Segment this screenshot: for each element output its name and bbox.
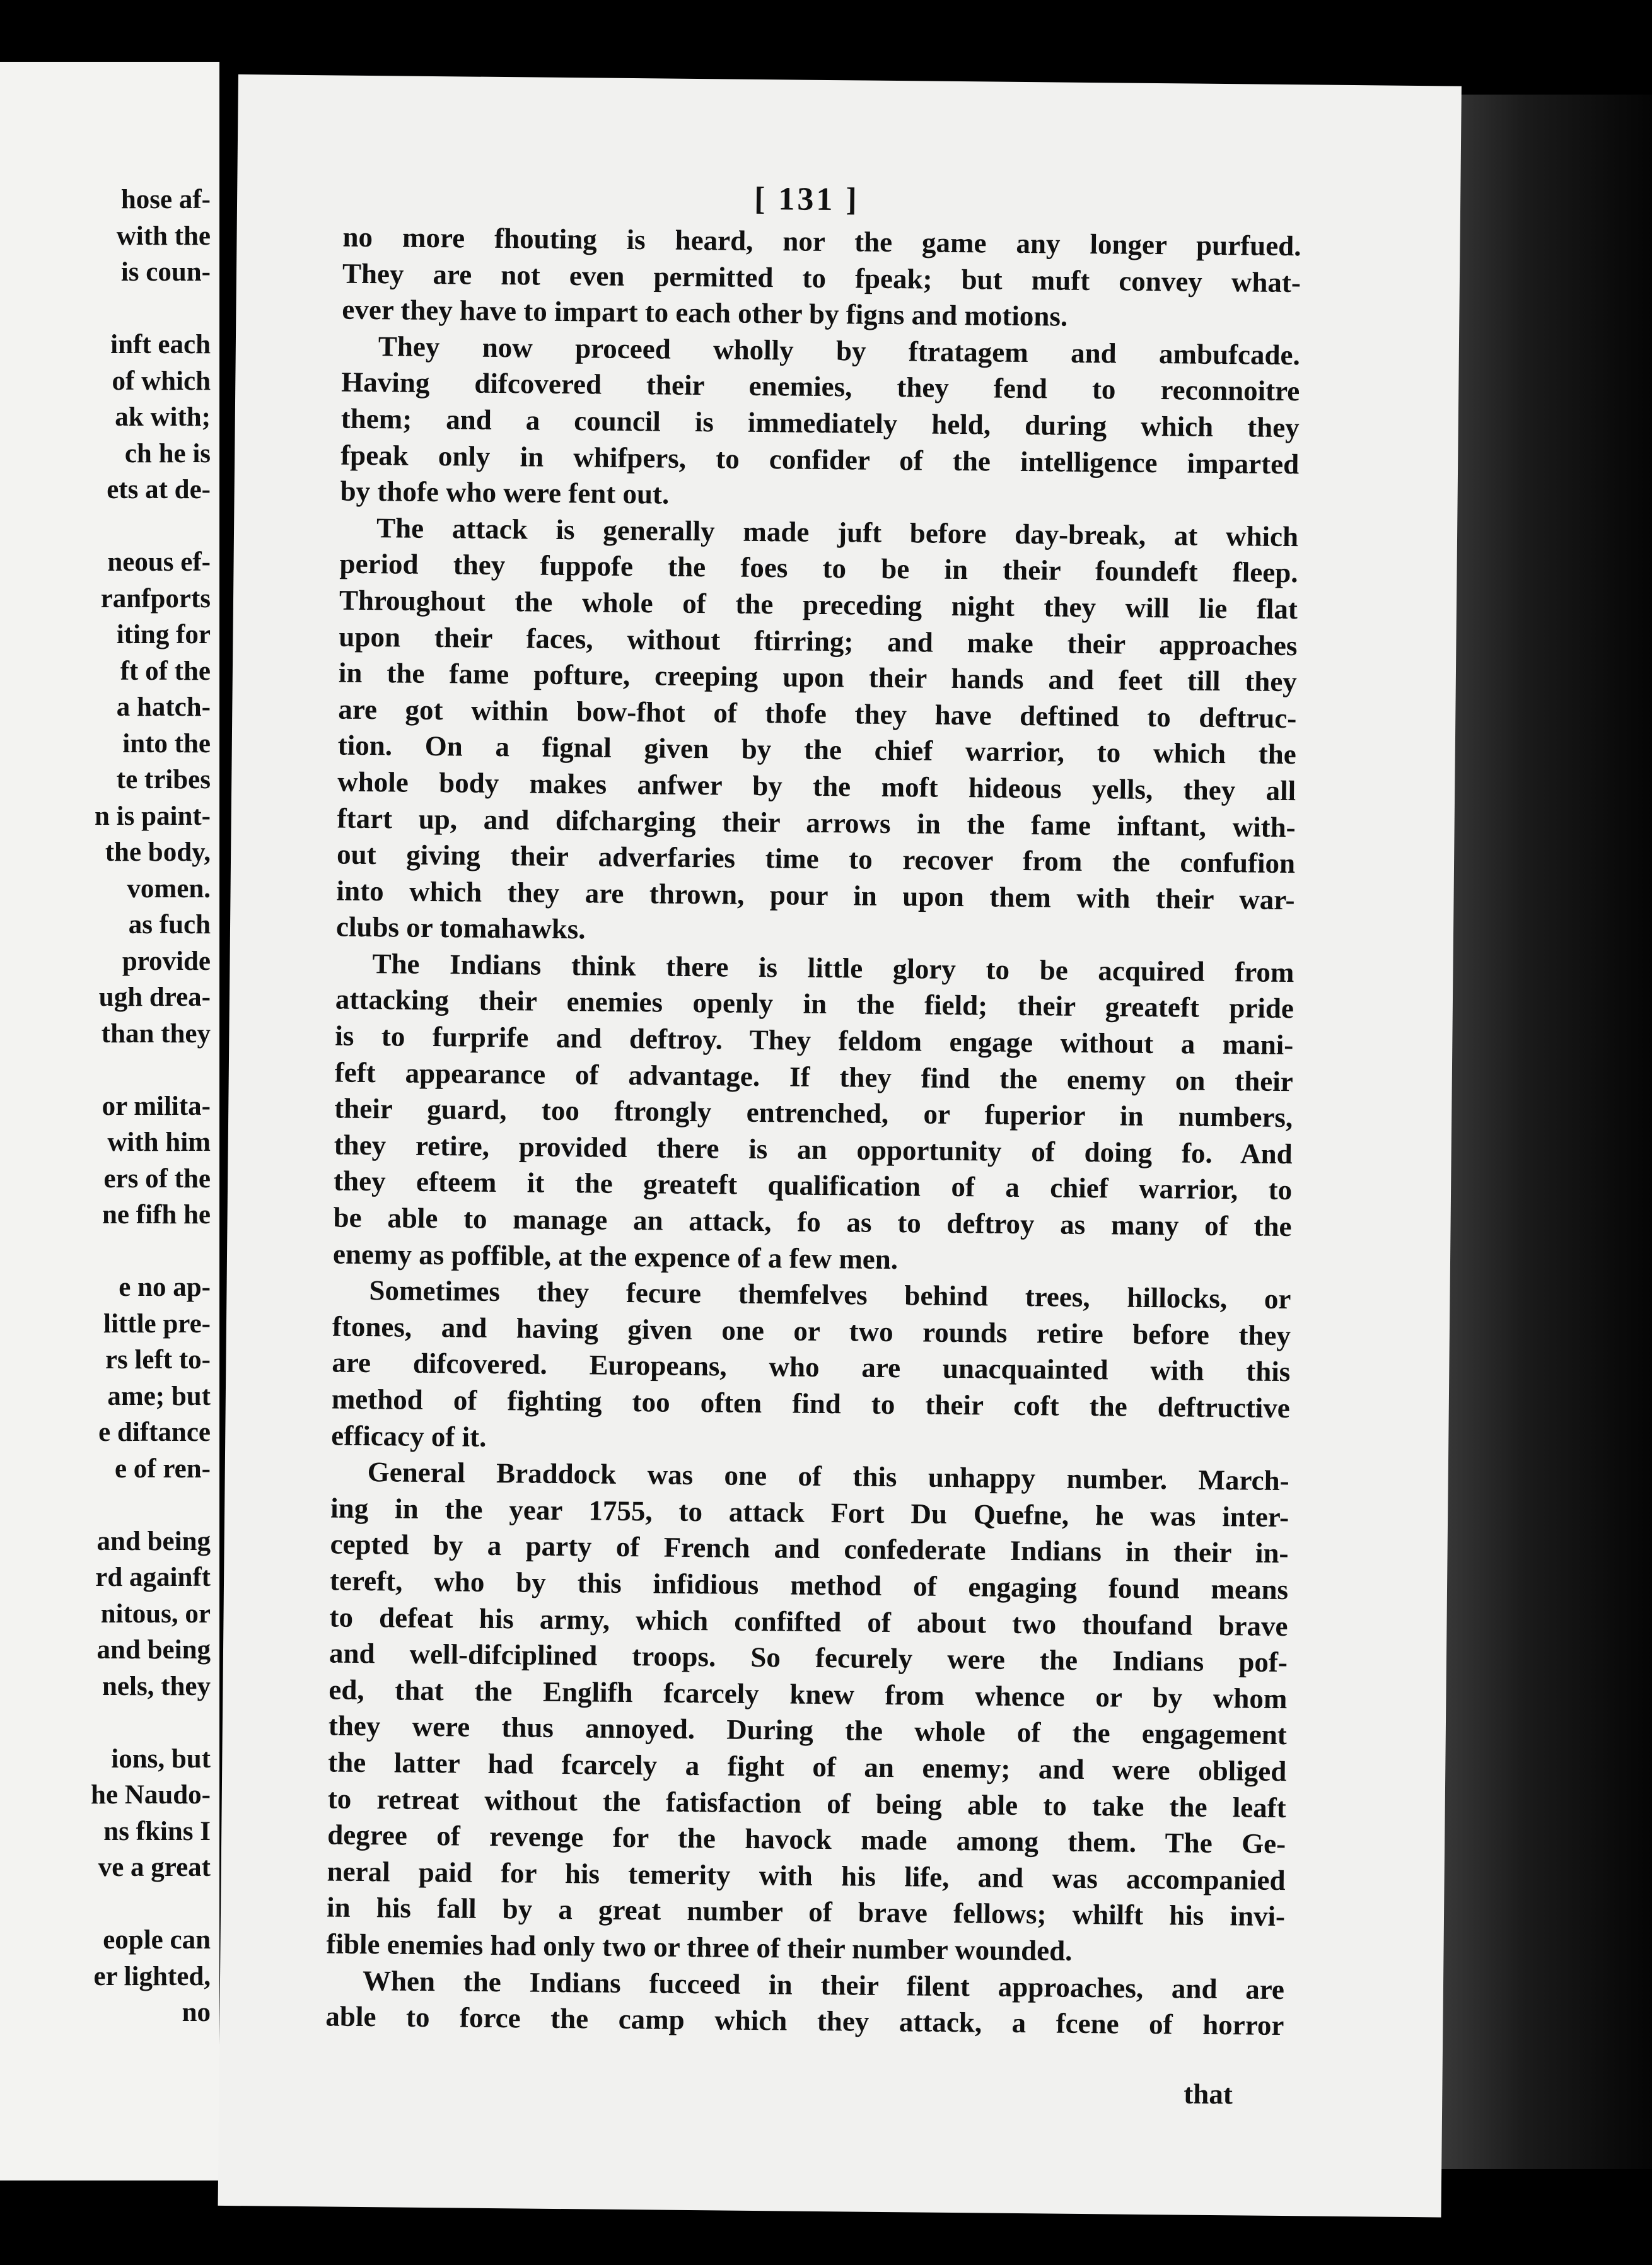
left-page-line: rs left to- [105,1345,211,1375]
left-page-line: hose af- [120,185,211,214]
left-page-line: ch he is [124,438,211,469]
left-page-line: ft of the [120,656,211,686]
text-line: General Braddock was one of this unhappy number. March- [367,1456,1289,1497]
left-page-line: neous ef- [107,547,211,577]
text-line: able to force the camp which they attack, a fcene of horror [325,2000,1284,2042]
left-page-line [3,1886,211,1923]
left-page-line [3,508,211,545]
text-line: ever they have to impart to each other by figns and motions. [342,293,1068,332]
text-line: are got within bow-fhot of thofe they have deftined to deftruc- [338,693,1297,734]
text-line: are difcovered. Europeans, who are unacquainted with this [332,1346,1291,1388]
left-page-line: er lighted, [93,1961,211,1991]
left-page-line: as fuch [128,910,211,940]
page-body-text [325,219,1301,2044]
text-line: period they fuppofe the foes to be in their foundeft fleep. [339,547,1298,589]
text-line: feft appearance of advantage. If they find the enemy on their [334,1056,1293,1097]
text-line: attacking their enemies openly in the field; their greateft pride [335,984,1294,1025]
text-line: When the Indians fucceed in their filent approaches, and are [362,1964,1285,2005]
left-page-line: ions, but [111,1744,211,1774]
left-page-line [3,1487,211,1523]
text-line: in his fall by a great number of brave fellows; whilft his invi- [326,1891,1286,1933]
left-page-line: and being [96,1635,211,1665]
left-page-line: of which [112,366,211,396]
text-line: they retire, provided there is an opportunity of doing fo. And [334,1129,1293,1170]
left-page-line: ugh drea- [98,982,211,1012]
left-page-line: provide [122,946,211,976]
text-line: fpeak only in whifpers, to confider of the intelligence imparted [340,439,1300,480]
left-page-line: e diftance [98,1418,211,1447]
text-line: they efteem it the greateft qualification of a chief warrior, to [333,1165,1293,1206]
left-page-line: with him [107,1127,211,1157]
left-page-line: e no ap- [119,1272,211,1302]
text-line: method of fighting too often find to their coft the deftructive [331,1383,1291,1424]
text-line: into which they are thrown, pour in upon them with their war- [336,875,1295,916]
text-line: neral paid for his temerity with his life, and was accompanied [327,1855,1286,1896]
left-page-line: into the [122,728,211,759]
text-line: Sometimes they fecure themfelves behind trees, hillocks, or [369,1274,1291,1315]
text-line: ing in the year 1755, to attack Fort Du Quefne, he was inter- [330,1492,1289,1533]
text-line: to retreat without the fatisfaction of being able to take the leaft [327,1783,1286,1824]
left-page-line: and being [96,1526,211,1556]
text-line: in the fame pofture, creeping upon their hands and feet till they [338,656,1298,698]
left-page-line: eople can [103,1925,211,1955]
left-page-text [3,182,211,2031]
left-page-line: is coun- [120,257,211,287]
catchword: that [1184,2078,1233,2111]
left-page-line: he Naudo- [91,1780,211,1810]
text-line: and well-difciplined troops. So fecurely were the Indians pof- [329,1637,1288,1679]
left-page-line [3,291,211,327]
text-line: efficacy of it. [331,1419,487,1453]
left-page-line: ve a great [98,1853,211,1882]
left-page-line: ne fifh he [102,1200,211,1230]
left-page-line: ame; but [107,1381,211,1411]
left-page-line: vomen. [127,873,211,904]
left-page-line: e of ren- [114,1453,211,1484]
left-page-line: the body, [105,837,211,867]
text-line: to defeat his army, which confifted of about two thoufand brave [329,1601,1288,1642]
left-page-line [3,1052,211,1088]
left-page-line: or milita- [102,1091,211,1121]
text-line: The attack is generally made juft before day-break, at which [376,511,1299,552]
left-page-line: ak with; [115,402,211,432]
text-line: out giving their adverfaries time to recover from the confufion [336,838,1296,880]
left-page-line [3,1233,211,1270]
text-line: enemy as poffible, at the expence of a few men. [332,1238,899,1275]
left-page-line: little pre- [103,1308,211,1339]
text-line: They now proceed wholly by ftratagem and ambufcade. [378,330,1301,371]
text-line: the latter had fcarcely a fight of an enemy; and were obliged [328,1746,1287,1788]
text-line: degree of revenge for the havock made among them. The Ge- [327,1819,1286,1860]
text-line: be able to manage an attack, fo as to deftroy as many of the [333,1201,1292,1243]
text-line: The Indians think there is little glory to be acquired from [372,947,1294,989]
left-page-line: ns fkins I [103,1816,211,1846]
left-page-line: inft each [110,330,211,359]
text-line: no more fhouting is heard, nor the game any longer purfued. [342,221,1301,262]
text-line: cepted by a party of French and confederate Indians in their in- [330,1528,1289,1569]
left-page-line [3,1704,211,1741]
left-page-line: ers of the [103,1163,211,1194]
left-page-line: than they [101,1018,211,1049]
text-line: whole body makes anfwer by the moft hideous yells, they all [337,766,1296,807]
text-line: fible enemies had only two or three of their number wounded. [326,1928,1073,1967]
left-page-line: nitous, or [100,1598,211,1629]
text-line: them; and a council is immediately held, during which they [340,402,1300,444]
text-line: Having difcovered their enemies, they fend to reconnoitre [341,366,1300,407]
text-line: upon their faces, without ftirring; and make their approaches [339,620,1298,661]
left-page-line: n is paint- [94,801,211,831]
text-line: ed, that the Englifh fcarcely knew from whence or by whom [329,1674,1288,1715]
left-page-line: ets at de- [107,475,211,504]
text-line: ftart up, and difcharging their arrows in the fame inftant, with- [337,802,1296,843]
page-edge-shadow [1438,95,1652,2169]
right-page [218,74,1462,2217]
text-line: by thofe who were fent out. [340,475,670,510]
text-line: their guard, too ftrongly entrenched, or fuperior in numbers, [334,1092,1293,1134]
text-line: tereft, who by this infidious method of engaging found means [329,1564,1289,1606]
text-line: is to furprife and deftroy. They feldom engage without a mani- [335,1020,1294,1061]
left-page-line: rd againft [95,1563,211,1592]
left-page-line: no [182,1998,211,2027]
left-page-line: with the [116,221,211,251]
text-line: They are not even permitted to fpeak; but muft convey what- [342,257,1301,298]
left-page-line: nels, they [102,1671,211,1701]
text-line: ftones, and having given one or two rounds retire before they [332,1310,1291,1351]
left-page-line: te tribes [116,765,211,795]
left-page-line: a hatch- [116,692,211,722]
left-page-line: ranfports [100,583,211,614]
left-page-fragment [0,62,219,2181]
page-number: [ 131 ] [753,180,860,218]
text-line: Throughout the whole of the preceding night they will lie flat [339,584,1298,626]
left-page-line: iting for [116,620,211,649]
text-line: they were thus annoyed. During the whole of the engagement [328,1709,1288,1751]
text-line: tion. On a fignal given by the chief warrior, to which the [337,729,1296,771]
text-line: clubs or tomahawks. [335,911,586,945]
